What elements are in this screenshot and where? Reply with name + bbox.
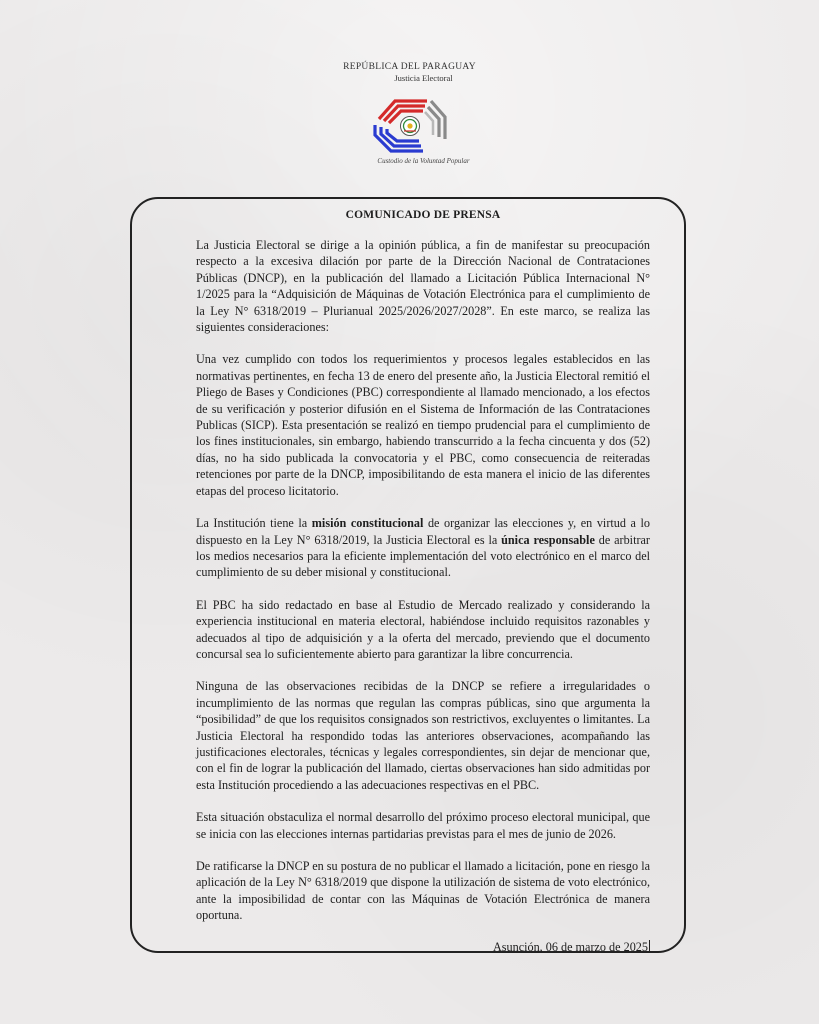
paragraph-3-text-c: de organizar las elecciones y, en virtud a lo dispuesto en la Ley N° 6318/2019, la Justicia Electoral es la: [196, 516, 650, 547]
mision-constitucional-emphasis: misión constitucional: [311, 516, 424, 531]
paragraph-3-text-e: de arbitrar los medios necesarios para la eficiente implementación del voto electrónico en el marco del cumplimiento de su deber misional y constitucional.: [196, 532, 650, 580]
letterhead: [0, 62, 819, 165]
date-line: [196, 940, 650, 955]
paragraph-2: Una vez cumplido con todos los requerimientos y procesos legales establecidos en las normativas pertinentes, en fecha 13 de enero del presente año, la Justicia Electoral remitió el Pliego de Bases y Condiciones (PBC) correspondiente al llamado mencionado, a los efectos de su verificación y posterior difusión en el Sistema de Información de las Contrataciones Publicas (SICP). Esta presentación se realizó en tiempo prudencial para el cumplimiento de los fines institucionales, sin embargo, habiendo transcurrido a la fecha cincuenta y dos (52) días, no ha sido publicada la convocatoria y el PBC, como consecuencia de reiteradas retenciones por parte de la DNCP, imposibilitando de esta manera el inicio de las diferentes etapas del proceso licitatorio.: [196, 352, 650, 498]
document-title: COMUNICADO DE PRENSA: [345, 209, 501, 221]
paragraph-5: Ninguna de las observaciones recibidas de la DNCP se refiere a irregularidades o incumplimiento de las normas que regulan las compras públicas, sino que argumenta la “posibilidad” de que los requisitos consignados son restrictivos, excluyentes o limitantes. La Justicia Electoral ha respondido todas las anteriores observaciones, acompañando las justificaciones electorales, técnicas y legales correspondientes, sin dejar de mencionar que, con el fin de lograr la publicación del llamado, ciertas observaciones han sido admitidas por esta Institución procediendo a las adecuaciones respectivas en el PBC.: [196, 679, 650, 792]
unica-responsable-emphasis: única responsable: [501, 532, 595, 547]
press-release-frame: [130, 197, 686, 953]
text-cursor: [649, 940, 650, 953]
motto-label: Custodio de la Voluntad Popular: [377, 157, 470, 165]
paragraph-7: De ratificarse la DNCP en su postura de no publicar el llamado a licitación, pone en riesgo la aplicación de la Ley N° 6318/2019 que dispone la utilización de sistema de voto electrónico, ante la imposibilidad de contar con las Máquinas de Votación Electrónica de manera oportuna.: [196, 859, 650, 923]
paragraph-1: La Justicia Electoral se dirige a la opinión pública, a fin de manifestar su preocupación respecto a la excesiva dilación por parte de la Dirección Nacional de Contrataciones Públicas (DNCP), en la publicación del llamado a Licitación Pública Internacional N° 1/2025 para la “Adquisición de Máquinas de Votación Electrónica para el cumplimiento de la Ley N° 6318/2019 – Plurianual 2025/2026/2027/2028”. En este marco, se realiza las siguientes consideraciones:: [196, 238, 650, 335]
institution-label: Justicia Electoral: [394, 73, 453, 83]
justicia-electoral-logo: [365, 87, 455, 159]
republic-label: REPÚBLICA DEL PARAGUAY: [343, 62, 476, 72]
paragraph-6: Esta situación obstaculiza el normal desarrollo del próximo proceso electoral municipal, que se inicia con las elecciones internas partidarias previstas para el mes de junio de 2026.: [196, 810, 650, 841]
paragraph-3: [196, 515, 650, 581]
date-text: Asunción, 06 de marzo de 2025: [492, 939, 648, 954]
paragraph-3-text-a: La Institución tiene la: [196, 516, 312, 531]
paragraph-4: El PBC ha sido redactado en base al Estudio de Mercado realizado y considerando la experiencia institucional en materia electoral, habiéndose incluido requisitos razonables y adecuados al tipo de adquisición y a la oferta del mercado, previendo que el documento concursal sea lo suficientemente abierto para garantizar la libre concurrencia.: [196, 597, 650, 661]
